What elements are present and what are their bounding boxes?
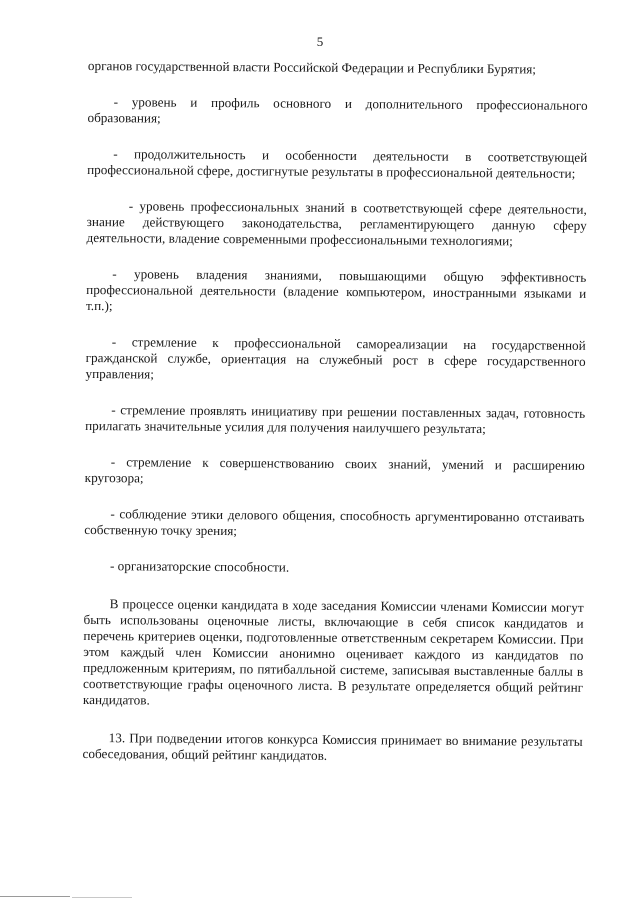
criterion-self-realization: - стремление к профессиональной самореализации на государственной гражданской службе, ориентация на служебный рост в сфере государственного управления;	[85, 334, 586, 382]
paragraph-13-results: 13. При подведении итогов конкурса Комиссия принимает во внимание результаты собеседования, общий рейтинг кандидатов.	[82, 730, 583, 763]
scan-edge-line	[72, 897, 132, 898]
criterion-professional-knowledge: - уровень профессиональных знаний в соответствующей сфере деятельности, знание действующего законодательства, регламентирующего данную сферу деятельности, владение современными профессиональными технологиями;	[86, 198, 587, 249]
criterion-business-ethics: - соблюдение этики делового общения, способность аргументированно отстаивать собственную точку зрения;	[84, 506, 585, 539]
paragraph-continuation: органов государственной власти Российской Федерации и Республики Бурятия;	[87, 58, 537, 77]
document-body	[82, 58, 588, 766]
page-number: 5	[316, 34, 324, 49]
criterion-self-improvement: - стремление к совершенствованию своих знаний, умений и расширению кругозора;	[84, 454, 585, 486]
scan-edge-line	[0, 896, 70, 897]
criterion-organizational-skills: - организаторские способности.	[109, 558, 290, 575]
criterion-efficiency-skills: - уровень владения знаниями, повышающими общую эффективность профессиональной деятельности (владение компьютером, иностранными языками и т.п.);	[85, 266, 587, 314]
criterion-education: - уровень и профиль основного и дополнительного профессионального образования;	[87, 94, 588, 126]
criterion-experience: - продолжительность и особенности деятельности в соответствующей профессиональной сфере, достигнутые результаты в профессиональной деятельности;	[87, 146, 588, 181]
paragraph-evaluation-process: В процессе оценки кандидата в ходе заседания Комиссии членами Комиссии могут быть использованы оценочные листы, включающие в себя список кандидатов и перечень критериев оценки, подготовленные ответственным секретарем Комиссии. При этом каждый член Комиссии анонимно оценивает каждого из кандидатов по предложенным критериям, по пятибалльной системе, записывая выставленные баллы в соответствующие графы оценочного листа. В результате определяется общий рейтинг кандидатов.	[82, 596, 584, 708]
criterion-initiative: - стремление проявлять инициативу при решении поставленных задач, готовность прилагать значительные усилия для получения наилучшего результата;	[85, 402, 586, 437]
